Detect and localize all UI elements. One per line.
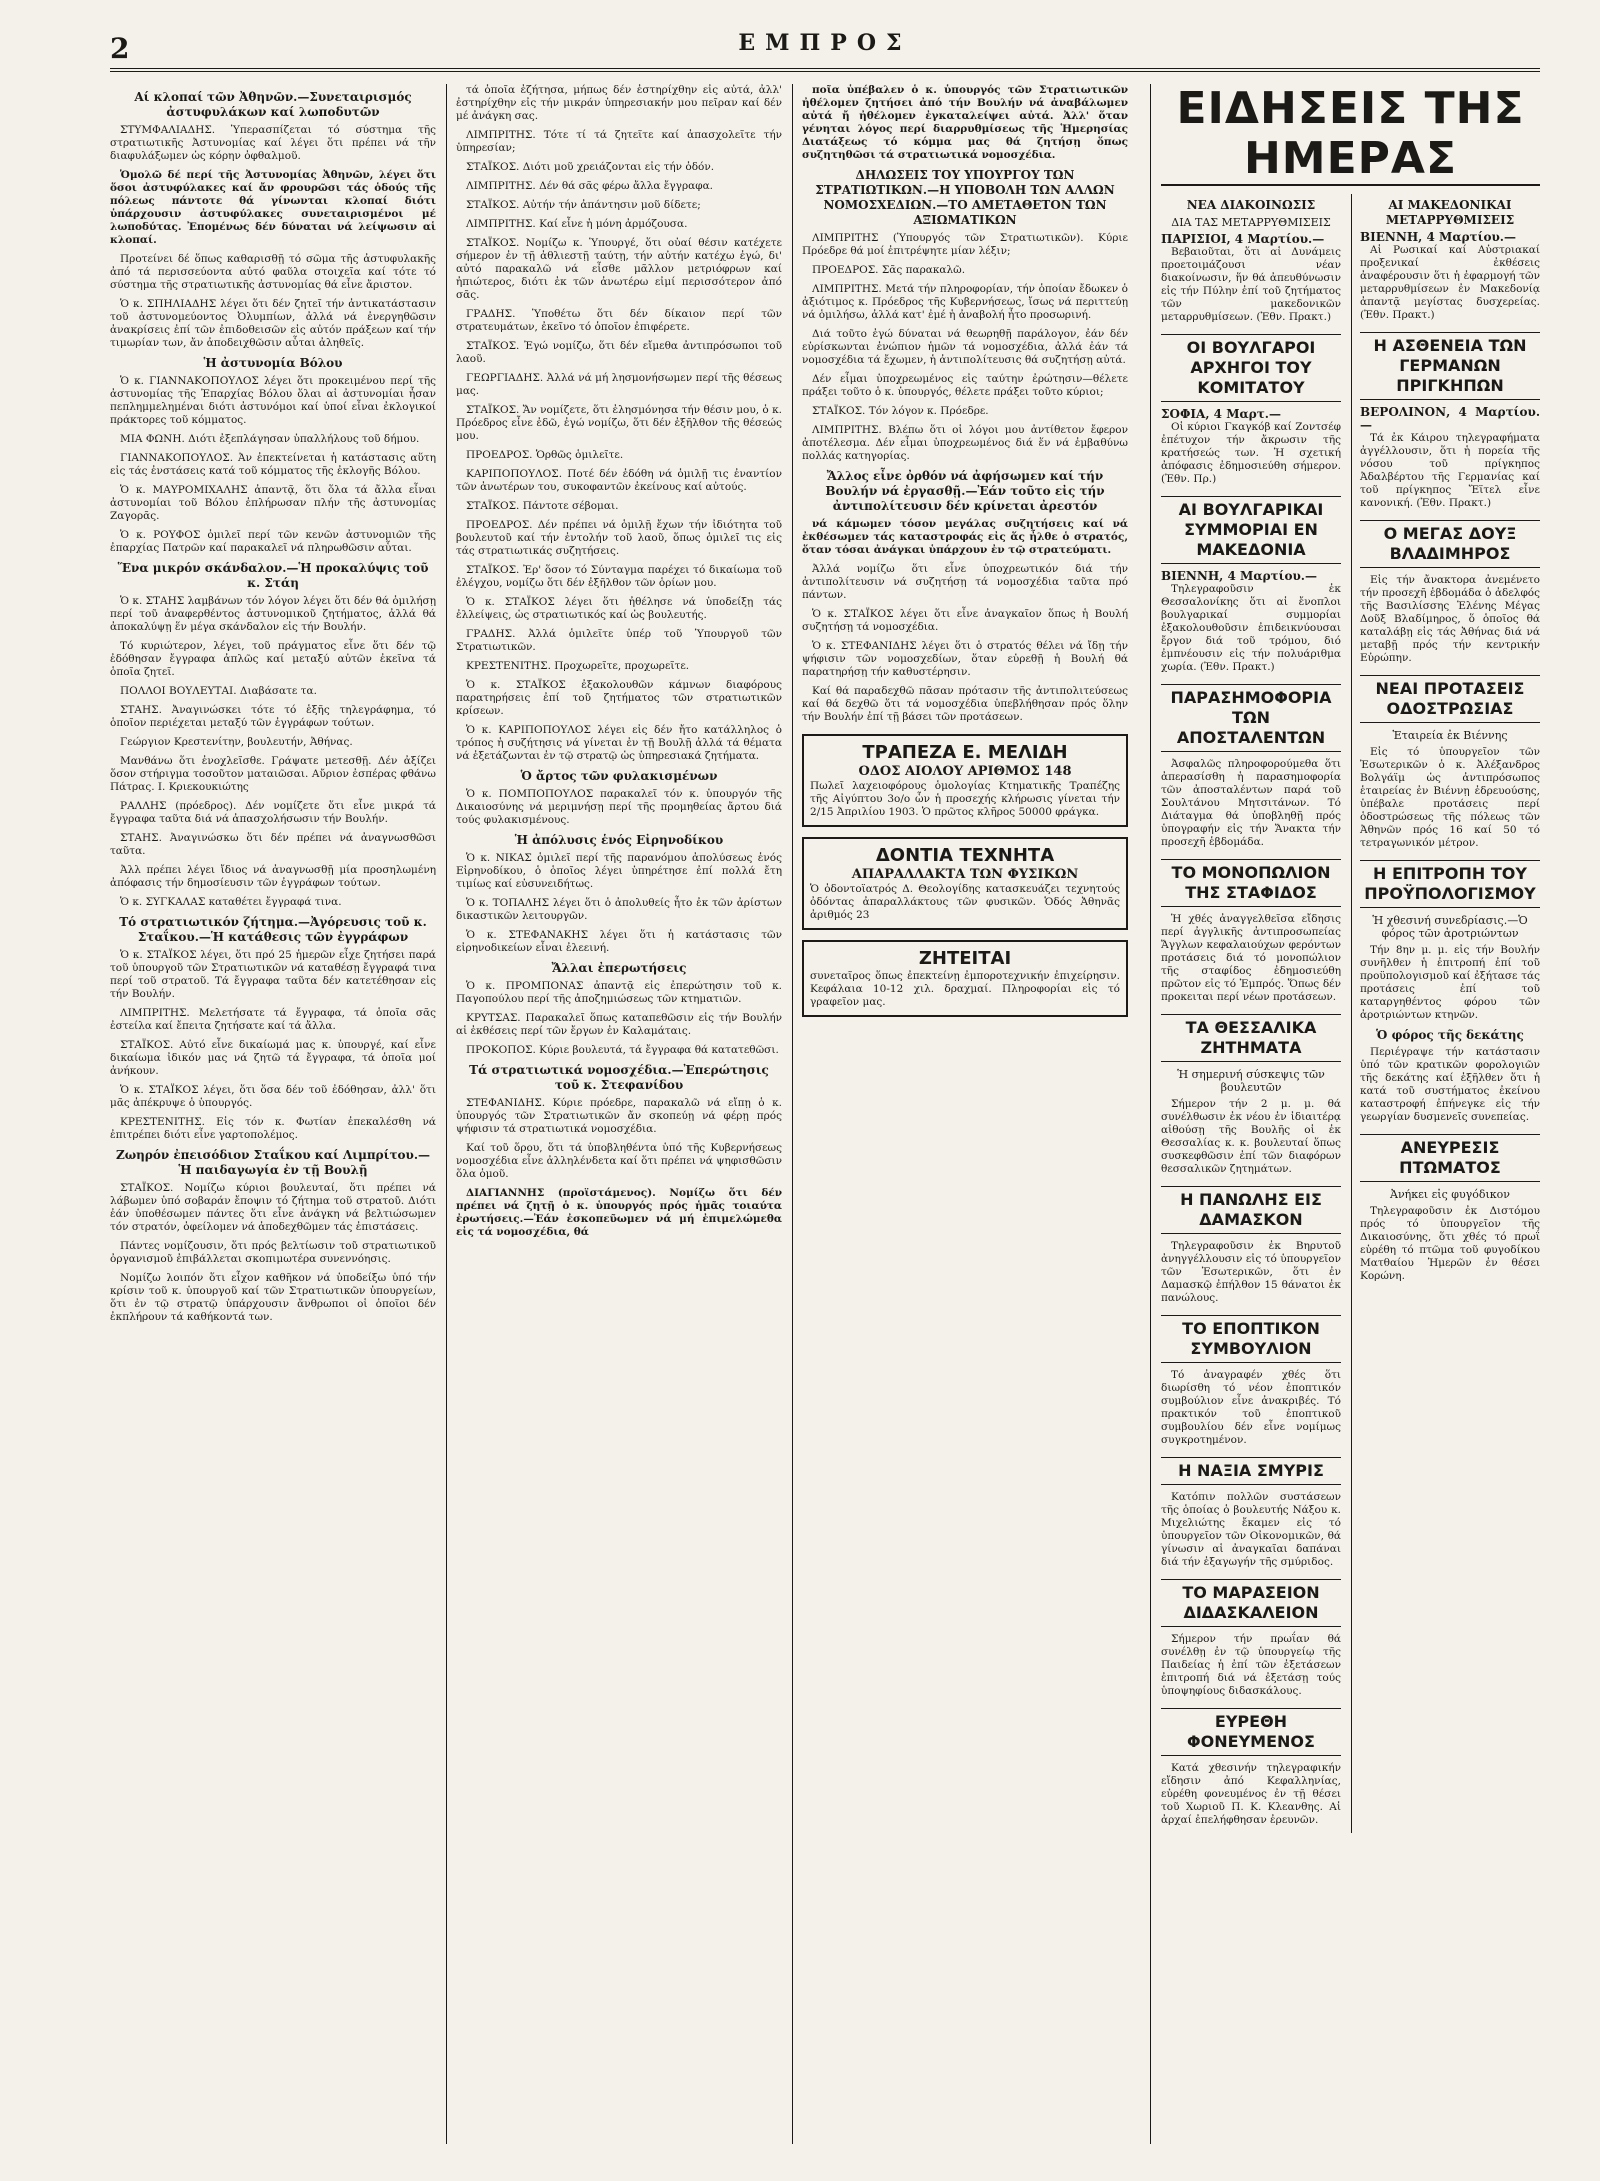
- paragraph: ΔΙΑΓΙΑΝΝΗΣ (προϊστάμενος). Νομίζω ὅτι δέν πρέπει νά ζητῇ ὁ κ. ὑπουργός πρός ἡμᾶς τοιαύτα ἐρωτήσεις.—Ἐάν ἐσκοπεῦωμεν νά μή ἐπιμελώμεθα εἰς τά νομοσχέδια, θά: [456, 1187, 782, 1238]
- paragraph: ΠΡΟΕΔΡΟΣ. Σᾶς παρακαλῶ.: [812, 264, 966, 276]
- paragraph: ΣΤΑΪΚΟΣ. Τόν λόγον κ. Πρόεδρε.: [812, 405, 989, 417]
- paragraph: ΚΡΕΣΤΕΝΙΤΗΣ. Εἰς τόν κ. Φωτίαν ἐπεκαλέσθη νά ἐπιτρέπει διότι εἶνε γαρτοπολέμος.: [110, 1116, 436, 1141]
- paragraph: ΠΡΟΕΔΡΟΣ. Ὁρθῶς ὁμιλεῖτε.: [466, 449, 624, 461]
- paragraph: ΣΤΑΪΚΟΣ. Διότι μοῦ χρειάζονται εἰς τήν ὁδόν.: [466, 161, 715, 173]
- wanted-advertisement: [802, 940, 1128, 1017]
- paragraph: ΣΤΑΪΚΟΣ. Νομίζω κύριοι βουλευταί, ὅτι πρέπει νά λάβωμεν ὑπό σοβαράν ἔποψιν τό ζήτημα τοῦ στρατοῦ. Διότι ἐάν ὑποθέσωμεν πάντες ὅτι εἶνε ἀνάγκη νά βελτιώσωμεν τόν στρατόν, ὀφείλομεν νά ἀποδεχθῶμεν τάς ἐπιστάσεις.: [110, 1182, 436, 1233]
- news-headline: Ὁ φόρος τῆς δεκάτης: [1376, 1028, 1524, 1042]
- newspaper-page: [110, 28, 1540, 2158]
- paragraph: Εἰς τό ὑπουργεῖον τῶν Ἐσωτερικῶν ὁ κ. Ἀλέξανδρος Βολγάϊμ ὡς ἀντιπρόσωπος ἑταιρείας ἐν Βιέννῃ ἐδρευούσης, ὑπέβαλε προτάσεις περί ὁδοστρώσεως τῆς πόλεως τῶν Ἀθηνῶν πρός 16 καί 50 τό τετραγωνικόν μέτρον.: [1360, 746, 1540, 849]
- article-headline: Ἡ ἀστυνομία Βόλου: [203, 356, 343, 370]
- paragraph: Ἡ χθές ἀναγγελθεῖσα εἴδησις περί ἀγγλικῆς ἀντιπροσωπείας Ἄγγλων κεφαλαιούχων φερόντων προτάσεις διά τό μονοπώλιον τῆς σταφίδος ἐδημοσιεύθη πρῶτον εἰς τό Ἐμπρός. Ὅπως δέν προκειται περί νέων προτάσεων.: [1161, 913, 1341, 1003]
- page-number: 2: [110, 32, 130, 65]
- paragraph: ΠΟΛΛΟΙ ΒΟΥΛΕΥΤΑΙ. Διαβάσατε τα.: [120, 685, 317, 697]
- news-subheadline: Ἀνήκει εἰς φυγόδικον: [1390, 1188, 1510, 1201]
- paragraph: ΣΤΑΪΚΟΣ. Ἄν νομίζετε, ὅτι ἐλησμόνησα τήν θέσιν μου, ὁ κ. Πρόεδρος εἶνε ἐδῶ, ἐγώ νομίζω, ὅτι δέν ἐξῆλθον τῆς θέσεώς μου.: [456, 404, 782, 442]
- paragraph: ΛΙΜΠΡΙΤΗΣ. Καί εἶνε ἡ μόνη ἀρμόζουσα.: [466, 218, 688, 230]
- news-headline: ΝΕΑΙ ΠΡΟΤΑΣΕΙΣ ΟΔΟΣΤΡΩΣΙΑΣ: [1360, 675, 1540, 723]
- ad-title: ΤΡΑΠΕΖΑ Ε. ΜΕΛΙΔΗ: [862, 742, 1068, 763]
- article-headline: ΔΗΛΩΣΕΙΣ ΤΟΥ ΥΠΟΥΡΓΟΥ ΤΩΝ ΣΤΡΑΤΙΩΤΙΚΩΝ.—Η ΥΠΟΒΟΛΗ ΤΩΝ ΑΛΛΩΝ ΝΟΜΟΣΧΕΔΙΩΝ.—ΤΟ ΑΜΕΤΑΘΕΤΟΝ ΤΩΝ ΑΞΙΩΜΑΤΙΚΩΝ: [815, 168, 1115, 227]
- paragraph: Ὁ κ. ΣΤΑΪΚΟΣ λέγει ὅτι εἶνε ἀναγκαῖον ὅπως ἡ Βουλή συζητήσῃ τά νομοσχέδια.: [802, 608, 1128, 633]
- paragraph: ΓΡΑΔΗΣ. Ὑποθέτω ὅτι δέν δίκαιον περί τῶν στρατευμάτων, ἐκεῖνο τό ὁποῖον ἐπιφέρετε.: [456, 308, 782, 333]
- paragraph: Κατόπιν πολλῶν συστάσεων τῆς ὁποίας ὁ βουλευτής Νάξου κ. Μιχελιώτης ἔκαμεν εἰς τό ὑπουργεῖον τῶν Οἰκονομικῶν, θά γίνωσιν αἱ ἀναγκαῖαι δαπάναι διά τήν ἐξαγωγήν τῆς σμύριδος.: [1161, 1491, 1341, 1568]
- paragraph: Ὁ κ. ΜΑΥΡΟΜΙΧΑΛΗΣ ἀπαντᾷ, ὅτι ὅλα τά ἄλλα εἶναι ἀστυνομίαι τοῦ Βόλου ἐπλήρωσαν πλήν τῆς ἀστυνομίας Ζαγορᾶς.: [110, 484, 436, 522]
- paragraph: ΛΙΜΠΡΙΤΗΣ (Ὑπουργός τῶν Στρατιωτικῶν). Κύριε Πρόεδρε θά μοί ἐπιτρέψητε μίαν λέξιν;: [802, 232, 1128, 257]
- paragraph: Τηλεγραφοῦσιν ἐκ Βηρυτοῦ ἀνηγγέλλουσιν εἰς τό ὑπουργεῖον τῶν Ἐσωτερικῶν, ὅτι ἐν Δαμασκῷ ἐπήλθον 15 θάνατοι ἐκ πανώλους.: [1161, 1240, 1341, 1304]
- paragraph: Σήμερον τήν 2 μ. μ. θά συνέλθωσιν ἐκ νέου ἐν ἰδιαιτέρᾳ αἰθούσῃ τῆς Βουλῆς οἱ ἐκ Θεσσαλίας κ. κ. βουλευταί ὅπως συσκεφθῶσιν ἐπί τῶν διαφόρων θεσσαλικῶν ζητημάτων.: [1161, 1098, 1341, 1175]
- news-left-column: [1161, 194, 1341, 1833]
- dateline: ΠΑΡΙΣΙΟΙ, 4 Μαρτίου.—: [1161, 232, 1325, 246]
- paragraph: Μανθάνω ὅτι ἐνοχλεῖσθε. Γράψατε μετεσθῇ. Δέν ἀξίζει ὅσον στήριγμα τοσοῦτον ματαιῶσαι. Αὔριον ἐσπέρας φθάνω Πάτρας. Ι. Κριεκουκιώτης: [110, 755, 436, 793]
- news-subheadline: ΔΙΑ ΤΑΣ ΜΕΤΑΡΡΥΘΜΙΣΕΙΣ: [1171, 216, 1331, 229]
- ad-title: ΖΗΤΕΙΤΑΙ: [918, 948, 1012, 969]
- paragraph: Νομίζω λοιπόν ὅτι εἶχον καθῆκον νά ὑποδείξω ὑπό τήν κρίσιν τοῦ κ. ὑπουργοῦ καί τῶν Στρατιωτικῶν ὑπουργείων, ὅτι ἐν τῷ στρατῷ ὑπάρχουσιν ἄνθρωποι οἱ ὁποῖοι δέν ἐκπλήρουν τά καθήκοντά των.: [110, 1272, 436, 1323]
- dateline: ΒΙΕΝΝΗ, 4 Μαρτίου.—: [1161, 569, 1317, 583]
- news-headline: ΤΑ ΘΕΣΣΑΛΙΚΑ ΖΗΤΗΜΑΤΑ: [1161, 1014, 1341, 1062]
- paragraph: Σήμερον τήν πρωΐαν θά συνέλθῃ ἐν τῷ ὑπουργείῳ τῆς Παιδείας ἡ ἐπί τῶν ἐξετάσεων ἐπιτροπή διά νά ἐξετάσῃ τούς ὑποψηφίους διδασκάλους.: [1161, 1633, 1341, 1697]
- paragraph: Ὁ κ. ΣΤΑΗΣ λαμβάνων τόν λόγον λέγει ὅτι δέν θά ὁμιλήσῃ περί τοῦ ἀναφερθέντος ἀστυνομικοῦ ζητήματος, ἀλλά θά ἀποκαλύψῃ ἕν μέγα σκάνδαλον εἰς τήν Βουλήν.: [110, 595, 436, 633]
- news-headline: ΤΟ ΕΠΟΠΤΙΚΟΝ ΣΥΜΒΟΥΛΙΟΝ: [1161, 1315, 1341, 1363]
- paragraph: Εἰς τήν ἄνακτορα ἀνεμένετο τήν προσεχῆ ἑβδομάδα ὁ ἀδελφός τῆς Βασιλίσσης Ἑλένης Μέγας Δοῦξ Βλαδίμηρος, ὅ ὁποῖος θά καταλάβῃ εἰς τάς Ἀθήνας διά νά μεταβῇ πρός τήν κεντρικήν Εὐρώπην.: [1360, 574, 1540, 664]
- paragraph: ΡΑΛΛΗΣ (πρόεδρος). Δέν νομίζετε ὅτι εἶνε μικρά τά ἔγγραφα ταῦτα διά νά ἀπασχολήσωσιν τήν Βουλήν.: [110, 800, 436, 825]
- news-grid: [1161, 194, 1540, 1833]
- paragraph: Τό ἀναγραφέν χθές ὅτι διωρίσθη τό νέον ἐποπτικόν συμβούλιον εἶνε ἀνακριβές. Τό πρακτικόν τοῦ ἐποπτικοῦ συμβουλίου δέν εἶνε νομίμως συγκροτημένον.: [1161, 1369, 1341, 1446]
- article-headline: Ἡ ἀπόλυσις ἑνός Εἰρηνοδίκου: [514, 833, 724, 847]
- news-headline: Ο ΜΕΓΑΣ ΔΟΥΞ ΒΛΑΔΙΜΗΡΟΣ: [1360, 520, 1540, 568]
- paragraph: ΣΤΑΗΣ. Ἀναγινώσκω ὅτι δέν πρέπει νά ἀναγνωσθῶσι ταῦτα.: [110, 832, 436, 857]
- paragraph: Ὁ κ. ΓΙΑΝΝΑΚΟΠΟΥΛΟΣ λέγει ὅτι προκειμένου περί τῆς ἀστυνομίας τῆς Ἐπαρχίας Βόλου ὅλαι αἱ ἀστυνομίαι ἦσαν πεπλημμελημέναι διότι ἀστυνόμοι καί ὑποί εἶναι ἐκλογικοί πράκτορες τοῦ κόμματος.: [110, 375, 436, 426]
- paragraph: Ὁ κ. ΣΤΑΪΚΟΣ λέγει, ὅτι ὅσα δέν τοῦ ἐδόθησαν, ἀλλ' ὅτι μᾶς ἀπέκρυψε ὁ ὑπουργός.: [110, 1084, 436, 1109]
- paragraph: Αἱ Ρωσικαί καί Αὐστριακαί προξενικαί ἐκθέσεις ἀναφέρουσιν ὅτι ἡ ἐφαρμογή τῶν μεταρρυθμίσεων ἐν Μακεδονίᾳ ἀπαντᾷ μεγίστας δυσχερείας. (Ἐθν. Πρακτ.): [1360, 244, 1540, 321]
- column-divider: [446, 84, 447, 2144]
- ad-title: ΔΟΝΤΙΑ ΤΕΧΝΗΤΑ: [875, 845, 1055, 866]
- paragraph: ποῖα ὑπέβαλεν ὁ κ. ὑπουργός τῶν Στρατιωτικῶν ἠθέλομεν ζητήσει ἀπό τήν Βουλήν νά ἀναβάλωμεν αὐτά ἤ ἠθέλομεν ἐγκαταλείψει αὐτά. Ἀλλ' ὅταν γένηται λόγος περί διαρρυθμίσεως τῆς Ἡμερησίας Διατάξεως τό κόμμα μας θά ζητήσῃ ὅπως συζητηθῶσι τά στρατιωτικά νομοσχέδια.: [802, 84, 1128, 161]
- paragraph: ΚΡΥΤΣΑΣ. Παρακαλεῖ ὅπως καταπεθῶσιν εἰς τήν Βουλήν αἱ ἐκθέσεις περί τῶν ἔργων ἐν Καλαμάταις.: [456, 1012, 782, 1037]
- paragraph: ΣΤΑΪΚΟΣ. Ἐγώ νομίζω, ὅτι δέν εἴμεθα ἀντιπρόσωποι τοῦ λαοῦ.: [456, 340, 782, 365]
- paragraph: Κατά χθεσινήν τηλεγραφικήν εἴδησιν ἀπό Κεφαλληνίας, εὑρέθη φονευμένος ἐν τῇ θέσει τοῦ Χωριοῦ Π. Κ. Κλεανθης. Αἱ ἀρχαί ἐπελήφθησαν ἐρευνῶν.: [1161, 1762, 1341, 1826]
- paragraph: Ὁ κ. ΣΤΕΦΑΝΑΚΗΣ λέγει ὅτι ἡ κατάστασις τῶν εἰρηνοδικείων εἶναι ἐλεεινή.: [456, 929, 782, 954]
- paragraph: ΚΡΕΣΤΕΝΙΤΗΣ. Προχωρεῖτε, προχωρεῖτε.: [466, 660, 690, 672]
- paragraph: Ὁ κ. ΣΠΗΛΙΑΔΗΣ λέγει ὅτι δέν ζητεῖ τήν ἀντικατάστασιν τοῦ ἀστυνομεύοντος Ὀλυμπίων, ἀλλά νά ἐνεργηθῶσιν ἀνακρίσεις ἐπί τῶν ἐπιδοθεισῶν εἰς αὐτόν πράξεων καί τήν τιμωρίαν των, ἄν ἀποδειχθῶσιν αὗται ἀληθεῖς.: [110, 298, 436, 349]
- paragraph: ΣΤΑΗΣ. Ἀναγινώσκει τότε τό ἑξῆς τηλεγράφημα, τό ὁποῖον περιέχεται μεταξύ τῶν ἐγγράφων τούτων.: [110, 704, 436, 729]
- paragraph: ΣΤΑΪΚΟΣ. Ἐρ' ὅσον τό Σύνταγμα παρέχει τό δικαίωμα τοῦ ἐλέγχου, νομίζω ὅτι δέν ἐξῆλθον τῶν ὁρίων μου.: [456, 564, 782, 589]
- column-3: [802, 84, 1128, 2144]
- ad-address: ΟΔΟΣ ΑΙΟΛΟΥ ΑΡΙΘΜΟΣ 148: [858, 764, 1072, 779]
- bank-advertisement: [802, 734, 1128, 827]
- news-headline: ΑΙ ΜΑΚΕΔΟΝΙΚΑΙ ΜΕΤΑΡΡΥΘΜΙΣΕΙΣ: [1385, 198, 1515, 227]
- dentist-advertisement: [802, 837, 1128, 930]
- news-headline: ΝΕΑ ΔΙΑΚΟΙΝΩΣΙΣ: [1186, 198, 1316, 212]
- article-headline: Ἕνα μικρόν σκάνδαλον.—Ἡ προκαλύψις τοῦ κ. Στάη: [117, 561, 429, 590]
- paragraph: ΣΤΕΦΑΝΙΔΗΣ. Κύριε πρόεδρε, παρακαλῶ νά εἴπῃ ὁ κ. ὑπουργός τῶν Στρατιωτικῶν ἄν σκοπεύῃ νά φέρῃ πρός ψήφισιν τά στρατιωτικά νομοσχέδια.: [456, 1097, 782, 1135]
- section-title: ΕΙΔΗΣΕΙΣ ΤΗΣ ΗΜΕΡΑΣ: [1161, 84, 1540, 186]
- masthead: [110, 28, 1540, 72]
- paragraph: ΣΤΑΪΚΟΣ. Αὐτό εἶνε δικαίωμά μας κ. ὑπουργέ, καί εἶνε δικαίωμα ἰδικόν μας νά ζητῶ τά ἔγγραφα, τά ὁποῖα μοί ἀνήκουν.: [110, 1039, 436, 1077]
- article-headline: Τό στρατιωτικόν ζήτημα.—Ἀγόρευσις τοῦ κ. Σταΐκου.—Ἡ κατάθεσις τῶν ἐγγράφων: [119, 915, 427, 944]
- paragraph: Ὁ κ. ΤΟΠΑΛΗΣ λέγει ὅτι ὁ ἀπολυθείς ἦτο ἐκ τῶν ἀρίστων δικαστικῶν λειτουργῶν.: [456, 897, 782, 922]
- paragraph: Δέν εἶμαι ὑποχρεωμένος εἰς ταύτην ἐρώτησιν—θέλετε πράξει τοῦτο ὁ κ. ὑπουργός, θέλετε πράξει τοῦτο κύριοι;: [802, 373, 1128, 398]
- ad-subtitle: ΑΠΑΡΑΛΛΑΚΤΑ ΤΩΝ ΦΥΣΙΚΩΝ: [851, 867, 1079, 882]
- news-headline: Η ΠΑΝΩΛΗΣ ΕΙΣ ΔΑΜΑΣΚΟΝ: [1161, 1186, 1341, 1234]
- paragraph: Ὁ κ. ΠΡΟΜΠΟΝΑΣ ἀπαντᾷ εἰς ἐπερώτησιν τοῦ κ. Παγοπούλου περί τῆς ἀποζημιώσεως τῶν κτηματιῶν.: [456, 980, 782, 1005]
- paragraph: Ὁ κ. ΚΑΡΙΠΟΠΟΥΛΟΣ λέγει εἰς δέν ἤτο κατάλληλος ὁ τρόπος ἡ συζήτησις νά γίνεται ἐν τῇ Βουλῇ ἀλλά τά θέματα νά ἐξετάζωνται ἐν τῷ στρατῷ ὡς ὑπηρεσιακά ζητήματα.: [456, 724, 782, 762]
- paragraph: Ὁ κ. ΡΟΥΦΟΣ ὁμιλεῖ περί τῶν κενῶν ἀστυνομιῶν τῆς ἐπαρχίας Πατρῶν καί παρακαλεῖ νά πληρωθῶσιν αὗται.: [110, 529, 436, 554]
- paragraph: Περιέγραψε τήν κατάστασιν ὑπό τῶν κρατικῶν φορολογιῶν τῆς δεκάτης καί ἐξῆλθεν ὅτι ἡ κατά τοῦ συστήματος ἐκείνου καταστροφή ἐπήνεγκε εἰς τήν γεωργίαν δυσμενεῖς συνεπείας.: [1360, 1046, 1540, 1123]
- paragraph: Ἀλλά νομίζω ὅτι εἶνε ὑποχρεωτικόν διά τήν ἀντιπολίτευσιν νά συζητήσῃ τά νομοσχέδια ταῦτα πρό πάντων.: [802, 563, 1128, 601]
- paragraph: ΛΙΜΠΡΙΤΗΣ. Μελετήσατε τά ἔγγραφα, τά ὁποῖα σᾶς ἐστείλα καί ἔπειτα ζητήσατε καί τά ἄλλα.: [110, 1007, 436, 1032]
- paragraph: Ὁ κ. ΣΤΑΪΚΟΣ λέγει ὅτι ἠθέλησε νά ὑποδείξῃ τάς ἐλλείψεις, ὡς στρατιωτικός καί ὡς βουλευτής.: [456, 596, 782, 621]
- paragraph: Τηλεγραφοῦσιν ἐκ Διστόμου πρός τό ὑπουργεῖον τῆς Δικαιοσύνης, ὅτι χθές τό πρωΐ εὑρέθη τό πτῶμα τοῦ φυγοδίκου Ματθαίου Ἡμερῶν ἐν θέσει Κορώνη.: [1360, 1205, 1540, 1282]
- news-headline: Η ΕΠΙΤΡΟΠΗ ΤΟΥ ΠΡΟΫΠΟΛΟΓΙΣΜΟΥ: [1360, 860, 1540, 908]
- news-headline: ΑΝΕΥΡΕΣΙΣ ΠΤΩΜΑΤΟΣ: [1360, 1134, 1540, 1182]
- paragraph: Ὁ κ. ΣΥΓΚΑΛΑΣ καταθέτει ἔγγραφά τινα.: [120, 896, 342, 908]
- paragraph: Οἱ κύριοι Γκαγκόβ καί Ζοντσέφ ἐπέτυχον τήν ἄκρωσιν τῆς κρατήσεώς των. Ἡ σχετική ἀπόφασις ἐδημοσιεύθη σήμερον. (Ἐθν. Πρ.): [1161, 421, 1341, 485]
- news-subheadline: Ἡ χθεσινή συνεδρίασις.—Ὁ φόρος τῶν ἀροτριώντων: [1372, 914, 1528, 940]
- paragraph: Βεβαιοῦται, ὅτι αἱ Δυνάμεις προετοιμάζουσι νέαν διακοίνωσιν, ἥν θά ἀπευθύνωσιν εἰς τήν Πύλην ἐπί τοῦ ζητήματος τῶν μακεδονικῶν μεταρρυθμίσεων. (Ἐθν. Πρακτ.): [1161, 246, 1341, 323]
- paragraph: Ὁ κ. ΝΙΚΑΣ ὁμιλεῖ περί τῆς παρανόμου ἀπολύσεως ἑνός Εἰρηνοδίκου, ὁ ὁποῖος λέγει ὑπηρέτησε ἐπί πολλά ἔτη τιμίως καί εὐσυνειδήτως.: [456, 852, 782, 890]
- paragraph: Τηλεγραφοῦσιν ἐκ Θεσσαλονίκης ὅτι αἱ ἔνοπλοι βουλγαρικαί συμμορίαι ἐξακολουθοῦσιν ἐπιδεικνύουσαι ἔργον διά τοῦ τρόμου, διό ἐμπνέουσιν εἰς τήν πολυάριθμα χωρία. (Ἐθν. Πρακτ.): [1161, 583, 1341, 673]
- news-subheadline: Ἑταιρεία ἐκ Βιέννης: [1392, 729, 1508, 742]
- news-right-column: [1351, 194, 1540, 1833]
- paragraph: Τήν 8ην μ. μ. εἰς τήν Βουλήν συνῆλθεν ἡ ἐπιτροπή ἐπί τοῦ προϋπολογισμοῦ καί ἐξήτασε τάς προτάσεις ἐπί τοῦ καταργηθέντος φόρου τῶν ἀροτριώντων κτηνῶν.: [1360, 944, 1540, 1021]
- dateline: ΣΟΦΙΑ, 4 Μαρτ.—: [1161, 407, 1281, 421]
- paragraph: Ἀλλ πρέπει λέγει ἴδιος νά ἀναγνωσθῇ μία προσηλωμένη ἀπόφασις τήν δημοσίευσιν τῶν ἐγγράφων τούτων.: [110, 864, 436, 889]
- paragraph: Προτείνει δέ ὅπως καθαρισθῇ τό σῶμα τῆς ἀστυφυλακῆς ἀπό τά περισσεύοντα αὐτό φαῦλα στοιχεῖα καί τότε τό σύστημα τῆς στρατιωτικῆς ἀστυνομίας θά εἶνε ἄριστον.: [110, 253, 436, 291]
- paragraph: ΚΑΡΙΠΟΠΟΥΛΟΣ. Ποτέ δέν ἐδόθη νά ὁμιλῇ τις ἐναντίον τῶν ἀνωτέρων του, συκοφαντῶν ἐκείνους καί αὐτούς.: [456, 468, 782, 493]
- article-headline: Ζωηρόν ἐπεισόδιον Σταΐκου καί Λιμπρίτου.—Ἡ παιδαγωγία ἐν τῇ Βουλῇ: [115, 1148, 431, 1177]
- news-subheadline: Ἡ σημερινή σύσκεψις τῶν βουλευτῶν: [1177, 1068, 1325, 1094]
- paragraph: ΓΕΩΡΓΙΑΔΗΣ. Ἀλλά νά μή λησμονήσωμεν περί τῆς θέσεως μας.: [456, 372, 782, 397]
- article-headline: Ἄλλος εἶνε ὀρθόν νά ἀφήσωμεν καί τήν Βουλήν νά ἐργασθῇ.—Ἐάν τοῦτο εἰς τήν ἀντιπολίτευσιν δέν κρίνεται ἀρεστόν: [825, 469, 1105, 513]
- column-1: [110, 84, 436, 2144]
- article-headline: Ὁ ἄρτος τῶν φυλακισμένων: [520, 769, 718, 783]
- paragraph: ΛΙΜΠΡΙΤΗΣ. Τότε τί τά ζητεῖτε καί ἀπασχολεῖτε τήν ὑπηρεσίαν;: [456, 129, 782, 154]
- paragraph: ΣΤΥΜΦΑΛΙΑΔΗΣ. Ὑπερασπίζεται τό σύστημα τῆς στρατιωτικῆς Ἀστυνομίας καί λέγει ὅτι πρέπει νά τῆν διαφυλάξωμεν ὡς κόρην ὀφθαλμοῦ.: [110, 124, 436, 162]
- news-headline: ΕΥΡΕΘΗ ΦΟΝΕΥΜΕΝΟΣ: [1161, 1708, 1341, 1756]
- paragraph: νά κάμωμεν τόσον μεγάλας συζητήσεις καί νά ἐκθέσωμεν τάς καταστροφάς εἰς ἅς ἦλθε ὁ στρατός, ὅταν τόσαι ἀνάγκαι ὑπάρχουν ἐν τῷ στρατεύματι.: [802, 518, 1128, 556]
- column-2: [456, 84, 782, 2144]
- paragraph: Ὁ κ. ΠΟΜΠΟΠΟΥΛΟΣ παρακαλεῖ τόν κ. ὑπουργόν τῆς Δικαιοσύνης νά μεριμνήσῃ περί τῆς προμηθείας ἄρτου διά τούς φυλακισμένους.: [456, 788, 782, 826]
- paragraph: ΣΤΑΪΚΟΣ. Νομίζω κ. Ὑπουργέ, ὅτι οὐαί θέσιν κατέχετε σήμερον ἐν τῇ ἀθλιεστῇ ταύτῃ, τήν αὐτήν κατέχω ἐγώ, δι' αὐτό παρακαλῶ νά εἶσθε μᾶλλον μετριόφρων καί ἠπιώτερος, διότι ἐκ τῶν ἀνωτέρω εἰμί περισσότερον ἀπό σᾶς.: [456, 237, 782, 301]
- paragraph: ΣΤΑΪΚΟΣ. Πάντοτε σέβομαι.: [466, 500, 619, 512]
- news-headline: ΠΑΡΑΣΗΜΟΦΟΡΙΑ ΤΩΝ ΑΠΟΣΤΑΛΕΝΤΩΝ: [1161, 684, 1341, 752]
- ad-text: συνεταῖρος ὅπως ἐπεκτείνῃ ἐμποροτεχνικήν ἐπιχείρησιν. Κεφάλαια 10-12 χιλ. δραχμαί. Πληροφορίαι εἰς τό γραφεῖον μας.: [810, 970, 1120, 1008]
- news-headline: Η ΑΣΘΕΝΕΙΑ ΤΩΝ ΓΕΡΜΑΝΩΝ ΠΡΙΓΚΗΠΩΝ: [1360, 332, 1540, 400]
- paragraph: τά ὁποῖα ἐζήτησα, μήπως δέν ἐστηρίχθην εἰς αὐτά, ἀλλ' ἐστηρίχθην εἰς τήν μικράν ὑπηρεσιακήν μου πεῖραν καί δέν μέ ἀνάγκη σας.: [456, 84, 782, 122]
- paragraph: Ὁ κ. ΣΤΑΪΚΟΣ ἐξακολουθῶν κάμνων διαφόρους παρατηρήσεις ἐπί τοῦ ζητήματος τῶν στρατιωτικῶν κρίσεων.: [456, 679, 782, 717]
- paragraph: Τό κυριώτερον, λέγει, τοῦ πράγματος εἶνε ὅτι δέν τῷ ἐδόθησαν ἔγγραφα ἀπλῶς καί μεταξύ αὐτῶν ἐκεῖνα τά ὁποῖα ζητεῖ.: [110, 640, 436, 678]
- ad-text: Πωλεῖ λαχειοφόρους ὁμολογίας Κτηματικῆς Τραπέζης τῆς Αἰγύπτου 3ο/ο ὧν ἡ προσεχής κλήρωσις γίνεται τήν 2/15 Ἀπριλίου 1903. Ὁ πρῶτος κλῆρος 50000 φράγκα.: [810, 780, 1120, 818]
- column-divider: [792, 84, 793, 2144]
- news-headline: Η ΝΑΞΙΑ ΣΜΥΡΙΣ: [1161, 1457, 1341, 1485]
- paragraph: Καί τοῦ ὅρου, ὅτι τά ὑποβληθέντα ὑπό τῆς Κυβερνήσεως νομοσχέδια εἶνε ἀλληλένδετα καί ὅτι πρέπει νά ψηφισθῶσιν ὅλα ὁμοῦ.: [456, 1142, 782, 1180]
- paragraph: ΣΤΑΪΚΟΣ. Αὐτήν τήν ἀπάντησιν μοῦ δίδετε;: [466, 199, 701, 211]
- article-headline: Αί κλοπαί τῶν Ἀθηνῶν.—Συνεταιρισμός ἀστυφυλάκων καί λωποδυτῶν: [134, 90, 412, 119]
- paragraph: Ὁμολῶ δέ περί τῆς Ἀστυνομίας Ἀθηνῶν, λέγει ὅτι ὅσοι ἀστυφύλακες καί ἄν φρουρῶσι τάς ὁδούς τῆς πόλεως πάντοτε θά γίνωνται κλοπαί διότι ὑπάρχουσιν ἀστυφύλακες συνεταιρισμένοι μέ λωποδύτας. Ἐπομένως δέν δύναται νά λείψωσιν αἱ κλοπαί.: [110, 169, 436, 246]
- newspaper-title: ΕΜΠΡΟΣ: [738, 30, 912, 56]
- paragraph: ΠΡΟΕΔΡΟΣ. Δέν πρέπει νά ὁμιλῇ ἔχων τήν ἰδιότητα τοῦ βουλευτοῦ καί τήν ἐντολήν τοῦ λαοῦ, ὅπως ὁμιλεῖ τις εἰς τάς στρατιωτικάς συζητήσεις.: [456, 519, 782, 557]
- paragraph: ΜΙΑ ΦΩΝΗ. Διότι ἐξεπλάγησαν ὑπαλλήλους τοῦ δήμου.: [120, 433, 420, 445]
- dateline: ΒΕΡΟΛΙΝΟΝ, 4 Μαρτίου.—: [1360, 405, 1540, 432]
- paragraph: Ἀσφαλῶς πληροφορούμεθα ὅτι ἀπερασίσθη ἡ παρασημοφορία τῶν ἀποσταλέντων παρά τοῦ Σουλτάνου Μητσιτάνων. Τό Διάταγμα θά ὑποβληθῇ πρός ὑπογραφήν εἰς τήν Ἄνακτα τήν προσεχῆ ἑβδομάδα.: [1161, 758, 1341, 848]
- paragraph: Ὁ κ. ΣΤΑΪΚΟΣ λέγει, ὅτι πρό 25 ἡμερῶν εἶχε ζητήσει παρά τοῦ ὑπουργοῦ τῶν Στρατιωτικῶν νά καταθέσῃ ἔγγραφά τινα περί τοῦ στρατοῦ. Τά ἔγγραφα ταῦτα δέν κατετέθησαν εἰς τήν Βουλήν.: [110, 949, 436, 1000]
- paragraph: ΛΙΜΠΡΙΤΗΣ. Βλέπω ὅτι οἱ λόγοι μου ἀντίθετον ἔφερον ἀποτέλεσμα. Δέν εἶμαι ὑποχρεωμένος διά ἕν νά ἐμβαθύνω πολλάς κατηγορίας.: [802, 424, 1128, 462]
- article-headline: Τά στρατιωτικά νομοσχέδια.—Ἐπερώτησις τοῦ κ. Στεφανίδου: [469, 1063, 769, 1092]
- news-of-the-day: [1150, 84, 1540, 2144]
- paragraph: ΓΡΑΔΗΣ. Ἀλλά ὁμιλεῖτε ὑπέρ τοῦ Ὑπουργοῦ τῶν Στρατιωτικῶν.: [456, 628, 782, 653]
- news-headline: ΑΙ ΒΟΥΛΓΑΡΙΚΑΙ ΣΥΜΜΟΡΙΑΙ ΕΝ ΜΑΚΕΔΟΝΙΑ: [1161, 496, 1341, 564]
- paragraph: ΠΡΟΚΟΠΟΣ. Κύριε βουλευτά, τά ἔγγραφα θά κατατεθῶσι.: [466, 1044, 779, 1056]
- news-headline: ΤΟ ΜΟΝΟΠΩΛΙΟΝ ΤΗΣ ΣΤΑΦΙΔΟΣ: [1161, 859, 1341, 907]
- ad-text: Ὁ ὀδοντοϊατρός Δ. Θεολογίδης κατασκευάζει τεχνητούς ὀδόντας ἀπαραλλάκτους τῶν φυσικῶν. Ὁδός Ἀθηνᾶς ἀριθμός 23: [810, 883, 1120, 921]
- news-headline: ΤΟ ΜΑΡΑΣΕΙΟΝ ΔΙΔΑΣΚΑΛΕΙΟΝ: [1161, 1579, 1341, 1627]
- paragraph: ΛΙΜΠΡΙΤΗΣ. Μετά τήν πληροφορίαν, τήν ὁποίαν ἔδωκεν ὁ ἀξιότιμος κ. Πρόεδρος τῆς Κυβερνήσεως, ἴσως νά περιττεύῃ νά ὁμιλήσω, ἀλλά κατ' ἐμέ ἡ ἀναβολή ἦτο προσωρινή.: [802, 283, 1128, 321]
- paragraph: Πάντες νομίζουσιν, ὅτι πρός βελτίωσιν τοῦ στρατιωτικοῦ ὀργανισμοῦ ἐπιβάλλεται σκοπιμωτέρα συνεννόησις.: [110, 1240, 436, 1265]
- paragraph: ΓΙΑΝΝΑΚΟΠΟΥΛΟΣ. Ἀν ἐπεκτείνεται ἡ κατάστασις αὕτη εἰς τάς ἐνστάσεις κατά τοῦ κόμματος τῆς ἐκλογῆς Βόλου.: [110, 452, 436, 477]
- paragraph: Ὁ κ. ΣΤΕΦΑΝΙΔΗΣ λέγει ὅτι ὁ στρατός θέλει νά ἴδῃ τήν ψήφισιν τῶν νομοσχεδίων, ὅταν εὑρεθῇ ἡ Βουλή θά παρατηρήσῃ τήν καθυστέρησιν.: [802, 640, 1128, 678]
- paragraph: Γεώργιον Κρεστενίτην, βουλευτήν, Ἀθήνας.: [120, 736, 353, 748]
- paragraph: ΛΙΜΠΡΙΤΗΣ. Δέν θά σᾶς φέρω ἄλλα ἔγγραφα.: [466, 180, 714, 192]
- dateline: ΒΙΕΝΝΗ, 4 Μαρτίου.—: [1360, 230, 1516, 244]
- paragraph: Διά τοῦτο ἐγώ δύναται νά θεωρηθῇ παράλογον, ἐάν δέν εὑρίσκωνται ἐνώπιον ἡμῶν τά νομοσχέδια, ἀλλά ἐάν τά νομοσχέδια τά ἔχωμεν, ἡ ἀντιπολίτευσις θά συζητήσῃ αὐτά.: [802, 328, 1128, 366]
- paragraph: Καί θά παραδεχθῶ πᾶσαν πρότασιν τῆς ἀντιπολιτεύσεως καί θά δεχθῶ ὅτι τά νομοσχέδια ὑπεβλήθησαν πρός ὅλην τήν Βουλήν ἐπί τῇ βάσει τῶν προτάσεων.: [802, 685, 1128, 723]
- article-headline: Ἄλλαι ἐπερωτήσεις: [551, 961, 687, 975]
- paragraph: Τά ἐκ Κάιρου τηλεγραφήματα ἀγγέλλουσιν, ὅτι ἡ πορεία τῆς νόσου τοῦ πρίγκηπος Ἀδαλβέρτου τῆς Γερμανίας καί τοῦ πρίγκηπος Ἔϊτελ εἶνε κανονική. (Ἐθν. Πρακτ.): [1360, 432, 1540, 509]
- news-headline: ΟΙ ΒΟΥΛΓΑΡΟΙ ΑΡΧΗΓΟΙ ΤΟΥ ΚΟΜΙΤΑΤΟΥ: [1161, 334, 1341, 402]
